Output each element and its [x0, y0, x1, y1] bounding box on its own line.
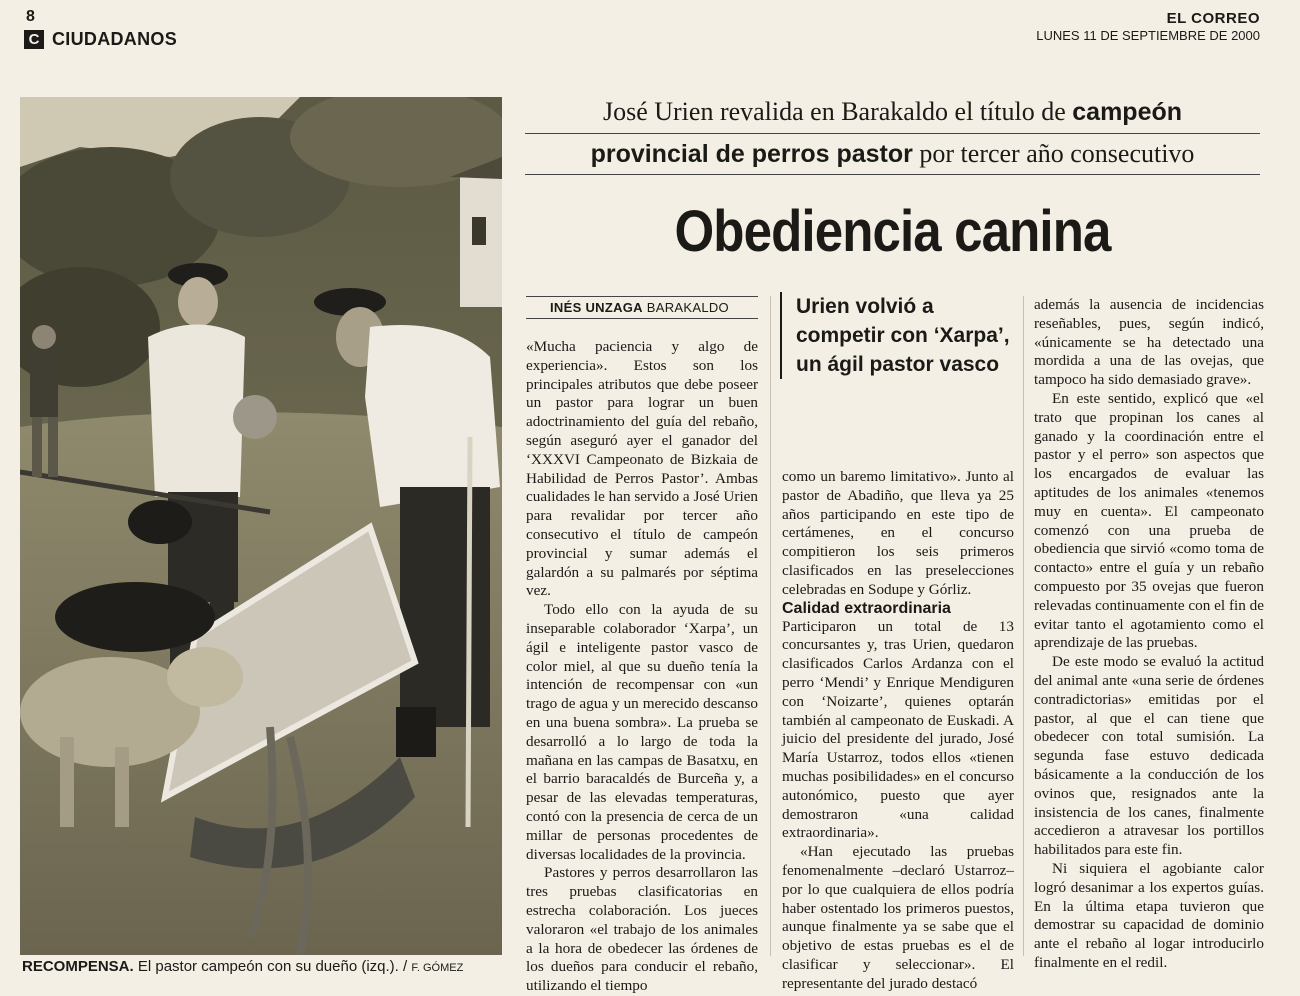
main-headline: Obediencia canina: [674, 199, 1111, 264]
kicker-part2: por tercer año consecutivo: [912, 139, 1195, 168]
article-photo: [20, 97, 502, 955]
newspaper-name: EL CORREO: [1166, 10, 1260, 27]
intertitle: Calidad extraordinaria: [782, 599, 951, 617]
column-divider: [770, 296, 771, 956]
article-column-3: [1034, 296, 1264, 973]
kicker-bold1: campeón: [1072, 98, 1183, 126]
section-badge: C: [24, 30, 44, 49]
byline-author: INÉS UNZAGA: [550, 300, 643, 315]
paragraph: además la ausencia de incidencias reseñables, pues, según indicó, «únicamente se ha detectado una mordida a una de las ovejas, que tampoco ha sido demasiado grave».: [1034, 296, 1264, 389]
paragraph: Participaron un total de 13 concursantes y, tras Urien, quedaron clasificados Carlos Ardanza con el perro ‘Mendi’ y Enrique Mendiguren con ‘Noizarte’, quienes optarán también al campeonato de Euskadi. A juicio del presidente del jurado, José María Ustarroz, todos ellos «tienen muchas posibilidades» en el concurso autonómico, puesto que ayer demostraron «una calidad extraordinaria».: [782, 617, 1014, 842]
caption-text: El pastor campeón con su dueño (izq.).: [137, 958, 399, 975]
publication-date: LUNES 11 DE SEPTIEMBRE DE 2000: [1036, 28, 1260, 43]
column-divider: [1023, 296, 1024, 956]
paragraph: «Mucha paciencia y algo de experiencia». Estos son los principales atributos que debe poseer un pastor para lograr un buen adoctrinamiento del guía del rebaño, según aseguró ayer el ganador del ‘XXXVI Campeonato de Bizkaia de Habilidad de Perros Pastor’. Ambas cualidades le han servido a José Urien para revalidar por tercer año consecutivo el título de campeón provincial y sumar además el galardón a su palmarés por séptima vez.: [526, 338, 758, 600]
paragraph: Ni siquiera el agobiante calor logró desanimar a los expertos guías. En la última etapa tuvieron que demostrar su capacidad de dominio ante el rebaño al logar introducirlo finalmente en el redil.: [1034, 859, 1264, 971]
caption-lead: RECOMPENSA.: [22, 958, 134, 975]
paragraph: En este sentido, explicó que «el trato que propinan los canes al ganado y la coordinación entre el pastor y el perro» son aspectos que los encargados de evaluar las aptitudes de los animales «tenemos muy en cuenta». El campeonato comenzó con una prueba de obediencia que sirvió «como toma de contacto» entre el guía y un rebaño compuesto por 35 ovejas que fueron relevadas continuamente con el fin de evitar tanto el agotamiento como el aprendizaje de las pruebas.: [1034, 389, 1264, 652]
kicker-part1: José Urien revalida en Barakaldo el título de: [602, 97, 1073, 126]
kicker-bold2: provincial de perros pastor: [590, 140, 913, 168]
paragraph: De este modo se evaluó la actitud del animal ante «una serie de órdenes contradictorias» emitidas por el pastor, al que el can tiene que obedecer con total sumisión. La segunda fase estuvo dedicada básicamente a la conducción de los ovinos que, resignados ante la insistencia de los canes, finalmente accedieron a atravesar los portillos habilitados para este fin.: [1034, 653, 1264, 859]
caption-separator: /: [403, 958, 408, 975]
paragraph: como un baremo limitativo». Junto al pastor de Abadiño, que lleva ya 25 años participando en este tipo de certámenes, en el concurso compitieron los seis primeros clasificados en las preselecciones celebradas en Sodupe y Górliz.: [782, 468, 1014, 598]
pull-subhead: Urien volvió a competir con ‘Xarpa’, un ágil pastor vasco: [780, 292, 1012, 379]
page-number: 8: [26, 8, 35, 25]
photo-caption: [22, 958, 502, 975]
section-title: CIUDADANOS: [52, 29, 178, 49]
paragraph: Todo ello con la ayuda de su inseparable colaborador ‘Xarpa’, un ágil e inteligente pastor vasco de color miel, al que su dueño tenía la intención de recompensar con «un trago de agua y un merecido descanso en una buena sombra». La prueba se desarrolló a lo largo de toda la mañana en las campas de Basatxu, en el barrio baracaldés de Burceña y, a pesar de las elevadas temperaturas, contó con la presencia de cerca de un millar de personas procedentes de diversas localidades de la provincia.: [526, 601, 758, 863]
byline: [526, 296, 758, 319]
photo-credit: F. GÓMEZ: [411, 962, 464, 974]
article-column-1: [526, 338, 758, 996]
article-column-2: [782, 468, 1014, 994]
photo-illustration: [20, 97, 502, 955]
byline-place: BARAKALDO: [646, 300, 729, 315]
paragraph: «Han ejecutado las pruebas fenomenalmente –declaró Ustarroz– por lo que cualquiera de ellos podría haber ostentado los primeros puestos, aunque finalmente ya se sabe que el objetivo de estas pruebas es el de clasificar y seleccionar». El representante del jurado destacó: [782, 843, 1014, 992]
kicker-headline: [525, 92, 1260, 175]
paragraph: Pastores y perros desarrollaron las tres pruebas clasificatorias en estrecha colaboración. Los jueces valoraron «el trabajo de los animales a la hora de obedecer las órdenes de los dueños para conducir el rebaño, utilizando el tiempo: [526, 864, 758, 995]
